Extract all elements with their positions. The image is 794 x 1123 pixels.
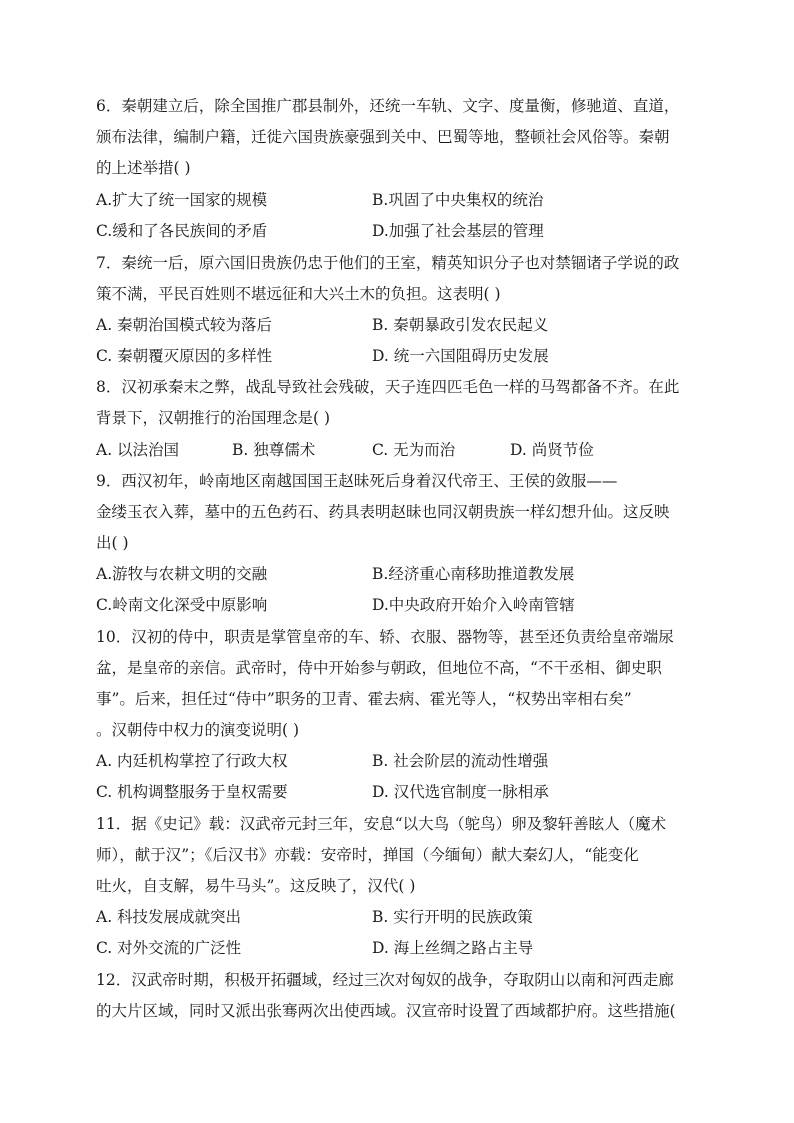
q9-option-d[interactable]: D.中央政府开始介入岭南管辖 (372, 596, 575, 614)
q7-option-b[interactable]: B. 秦朝暴政引发农民起义 (372, 316, 549, 334)
q9-stem-line-2: 金缕玉衣入葬，墓中的五色药石、药具表明赵昧也同汉朝贵族一样幻想升仙。这反映 (96, 503, 670, 521)
q10-stem-line-2: 盆，是皇帝的亲信。武帝时，侍中开始参与朝政，但地位不高，“不干丞相、御史职 (96, 659, 662, 677)
q10-option-b[interactable]: B. 社会阶层的流动性增强 (372, 752, 549, 770)
q12-stem-line-2: 的大片区域，同时又派出张骞两次出使西域。汉宣帝时设置了西域都护府。这些措施( (96, 1002, 676, 1020)
q11-option-c[interactable]: C. 对外交流的广泛性 (96, 939, 242, 957)
q9-option-a[interactable]: A.游牧与农耕文明的交融 (96, 565, 268, 583)
q11-stem-line-2: 师），献于汉”；《后汉书》亦载：安帝时，掸国（今缅甸）献大秦幻人，“能变化 (96, 846, 639, 864)
q7-option-d[interactable]: D. 统一六国阻碍历史发展 (372, 347, 549, 365)
q6-option-c[interactable]: C.缓和了各民族间的矛盾 (96, 222, 268, 240)
q10-stem-line-1: 10．汉初的侍中，职责是掌管皇帝的车、轿、衣服、器物等，甚至还负责给皇帝端尿 (96, 628, 674, 646)
q10-stem-line-3: 事”。后来，担任过“侍中”职务的卫青、霍去病、霍光等人，“权势出宰相右矣” (96, 690, 632, 708)
q11-stem-line-1: 11．据《史记》载：汉武帝元封三年，安息“以大鸟（鸵鸟）卵及黎轩善眩人（魔术 (96, 815, 667, 833)
q6-stem-line-2: 颁布法律，编制户籍，迁徙六国贵族豪强到关中、巴蜀等地，整顿社会风俗等。秦朝 (96, 128, 670, 146)
q10-option-c[interactable]: C. 机构调整服务于皇权需要 (96, 783, 288, 801)
q9-stem-line-3: 出( ) (96, 534, 129, 552)
q8-option-d[interactable]: D. 尚贤节俭 (510, 441, 594, 459)
q10-option-d[interactable]: D. 汉代选官制度一脉相承 (372, 783, 549, 801)
q9-option-c[interactable]: C.岭南文化深受中原影响 (96, 596, 268, 614)
q8-stem-line-1: 8．汉初承秦末之弊，战乱导致社会残破，天子连四匹毛色一样的马驾都备不齐。在此 (96, 378, 680, 396)
q10-option-a[interactable]: A. 内廷机构掌控了行政大权 (96, 752, 288, 770)
q9-stem-line-1: 9．西汉初年，岭南地区南越国国王赵昧死后身着汉代帝王、王侯的敛服—— (96, 472, 618, 490)
q6-stem-line-3: 的上述举措( ) (96, 159, 191, 177)
q9-option-b[interactable]: B.经济重心南移助推道教发展 (372, 565, 575, 583)
q8-option-b[interactable]: B. 独尊儒术 (232, 441, 316, 459)
q8-option-a[interactable]: A. 以法治国 (96, 441, 180, 459)
q11-option-b[interactable]: B. 实行开明的民族政策 (372, 908, 533, 926)
q6-option-a[interactable]: A.扩大了统一国家的规模 (96, 191, 268, 209)
q11-stem-line-3: 吐火，自支解，易牛马头”。这反映了，汉代( ) (96, 877, 416, 895)
q6-stem-line-1: 6．秦朝建立后，除全国推广郡县制外，还统一车轨、文字、度量衡，修驰道、直道， (96, 97, 680, 115)
q11-option-a[interactable]: A. 科技发展成就突出 (96, 908, 242, 926)
q7-stem-line-1: 7．秦统一后，原六国旧贵族仍忠于他们的王室，精英知识分子也对禁锢诸子学说的政 (96, 254, 680, 272)
q7-option-a[interactable]: A. 秦朝治国模式较为落后 (96, 316, 273, 334)
q11-option-d[interactable]: D. 海上丝绸之路占主导 (372, 939, 534, 957)
q12-stem-line-1: 12．汉武帝时期，积极开拓疆域，经过三次对匈奴的战争，夺取阴山以南和河西走廊 (96, 971, 674, 989)
q10-stem-line-4: 。汉朝侍中权力的演变说明( ) (96, 721, 300, 739)
q6-option-d[interactable]: D.加强了社会基层的管理 (372, 222, 544, 240)
q7-option-c[interactable]: C. 秦朝覆灭原因的多样性 (96, 347, 273, 365)
q7-stem-line-2: 策不满，平民百姓则不堪远征和大兴土木的负担。这表明( ) (96, 285, 501, 303)
q6-option-b[interactable]: B.巩固了中央集权的统治 (372, 191, 544, 209)
q8-option-c[interactable]: C. 无为而治 (372, 441, 456, 459)
q8-stem-line-2: 背景下，汉朝推行的治国理念是( ) (96, 409, 331, 427)
